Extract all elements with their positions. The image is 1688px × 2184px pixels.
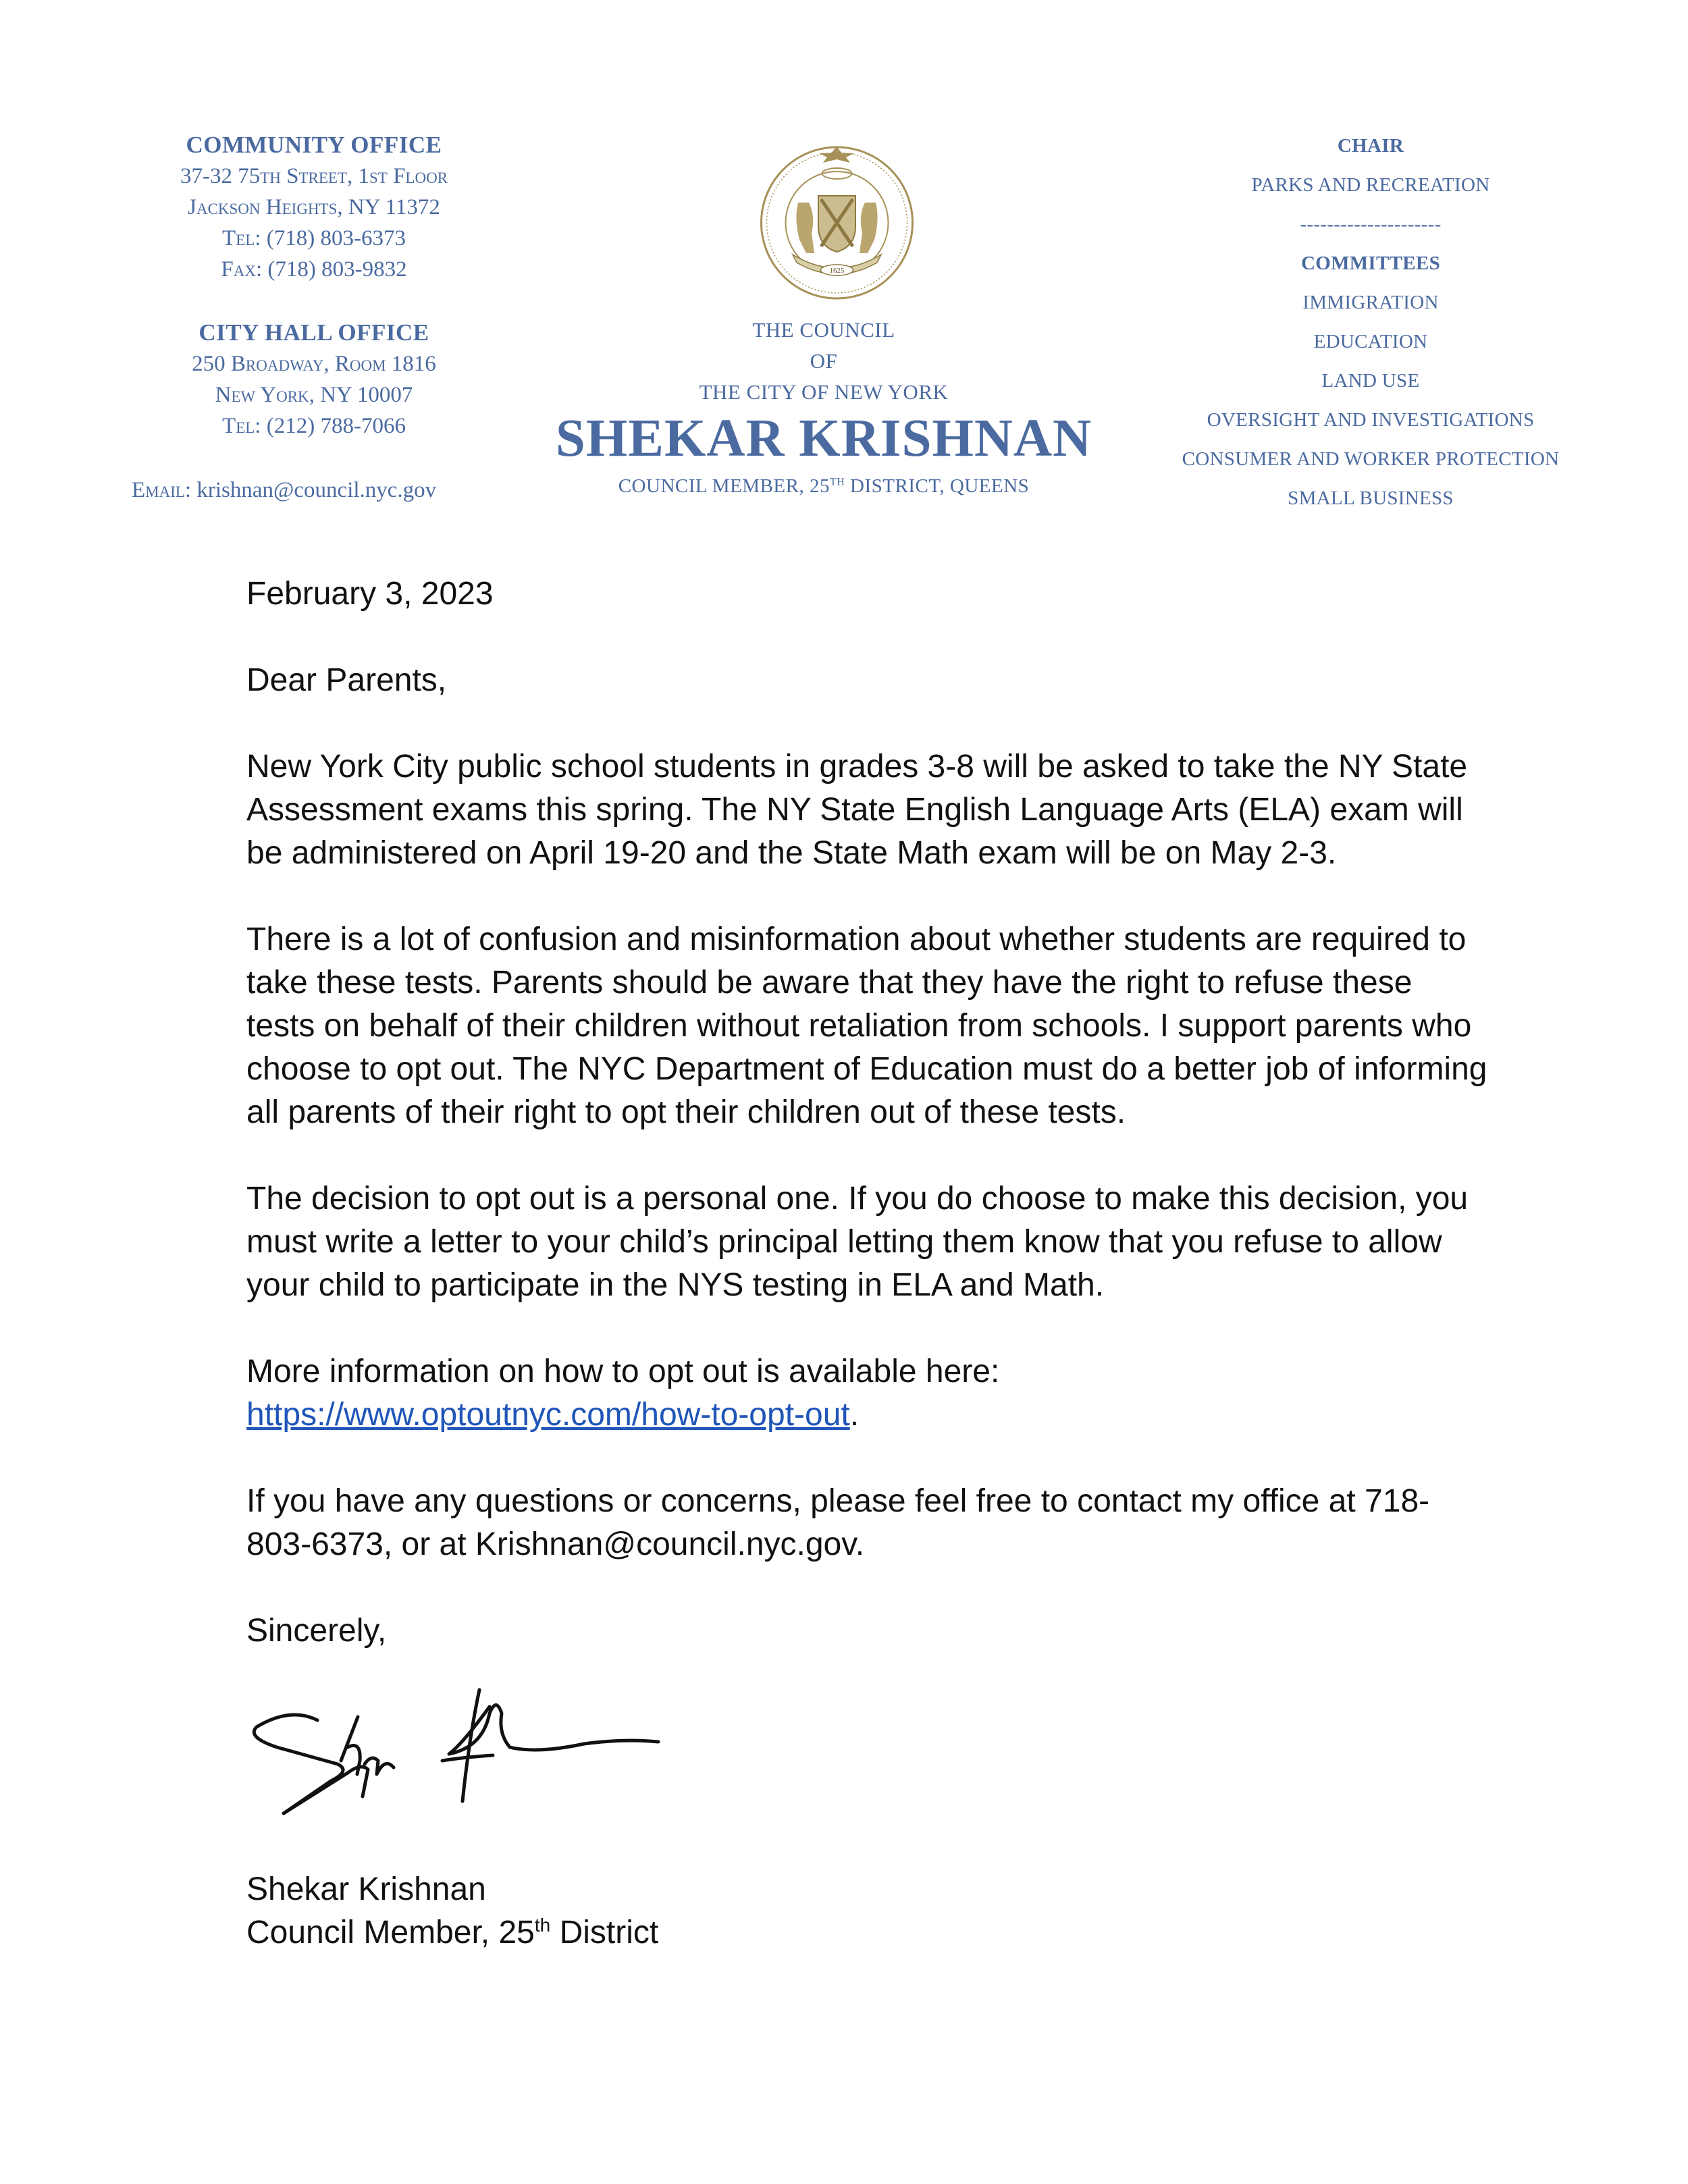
community-office-block (132, 130, 496, 442)
community-office-address1: 37-32 75th Street, 1st Floor (180, 164, 448, 188)
letter-body (246, 572, 1489, 1954)
chair-item: PARKS AND RECREATION (1251, 174, 1490, 196)
committee-item: EDUCATION (1313, 331, 1428, 352)
info-period: . (849, 1397, 860, 1433)
committees-block (1161, 126, 1580, 518)
community-office-tel: Tel: (718) 803-6373 (222, 226, 406, 250)
opt-out-link[interactable]: https://www.optoutnyc.com/how-to-opt-out (246, 1397, 850, 1433)
committee-item: CONSUMER AND WORKER PROTECTION (1182, 448, 1560, 470)
council-title-block (500, 315, 1148, 498)
council-line-2: OF (810, 349, 838, 373)
seal-year: 1625 (829, 267, 845, 275)
council-line-3: THE CITY OF NEW YORK (699, 380, 949, 404)
committee-item: SMALL BUSINESS (1288, 487, 1454, 509)
paragraph-1: New York City public school students in grades 3-8 will be asked to take the NY State Assessment exams this spring. The NY State English Language Arts (ELA) exam will be administered on April 19-20 and the State Math exam will be on May 2-3. (246, 749, 1468, 871)
city-seal-icon (751, 132, 923, 304)
committee-item: LAND USE (1321, 370, 1420, 392)
info-paragraph (246, 1350, 1489, 1437)
email-label: Email: (132, 478, 192, 502)
city-hall-address2: New York, NY 10007 (215, 383, 413, 407)
city-hall-address1: 250 Broadway, Room 1816 (192, 352, 436, 376)
info-text: More information on how to opt out is available here: (246, 1354, 1000, 1389)
email-line (132, 478, 436, 503)
community-office-address2: Jackson Heights, NY 11372 (188, 195, 440, 219)
email-address: krishnan@council.nyc.gov (196, 478, 437, 502)
city-hall-tel: Tel: (212) 788-7066 (222, 414, 406, 438)
committee-item: OVERSIGHT AND INVESTIGATIONS (1207, 409, 1535, 431)
signer-name: Shekar Krishnan (246, 1871, 486, 1907)
committees-divider: --------------------- (1300, 213, 1442, 235)
paragraph-2: There is a lot of confusion and misinformation about whether students are required to take these tests. Parents should be aware that they have the right to refuse these tests on behalf of their children without retaliation from schools. I support parents who choose to opt out. The NYC Department of Education must do a better job of informing all parents of their right to opt their children out of these tests. (246, 922, 1487, 1130)
role-prefix: COUNCIL MEMBER, 25 (618, 475, 830, 497)
committees-heading: COMMITTEES (1300, 252, 1441, 274)
paragraph-3: The decision to opt out is a personal one. If you do choose to make this decision, you must write a letter to your child’s principal letting them know that you refuse to allow your child to participate in the NYS testing in ELA and Math. (246, 1181, 1469, 1303)
community-office-heading: COMMUNITY OFFICE (186, 132, 442, 158)
chair-heading: CHAIR (1337, 135, 1404, 157)
signer-title-suffix: District (550, 1915, 659, 1950)
role-suffix: DISTRICT, QUEENS (845, 475, 1030, 497)
member-role (500, 475, 1148, 498)
salutation: Dear Parents, (246, 662, 447, 698)
city-hall-office-heading: CITY HALL OFFICE (199, 319, 429, 346)
signer-title (246, 1911, 1489, 1954)
council-line-1: THE COUNCIL (752, 318, 895, 342)
community-office-fax: Fax: (718) 803-9832 (221, 257, 407, 282)
contact-paragraph: If you have any questions or concerns, please feel free to contact my office at 718-803-6373, or at Krishnan@council.nyc.gov. (246, 1483, 1430, 1562)
signature-block (246, 1868, 1489, 1954)
signer-title-sup: th (534, 1915, 551, 1936)
signer-title-prefix: Council Member, 25 (246, 1915, 535, 1950)
signature-icon (246, 1680, 665, 1825)
closing: Sincerely, (246, 1613, 387, 1649)
letter-date: February 3, 2023 (246, 576, 494, 612)
committee-item: IMMIGRATION (1302, 292, 1439, 313)
role-sup: TH (829, 476, 845, 488)
member-name: SHEKAR KRISHNAN (555, 409, 1092, 468)
